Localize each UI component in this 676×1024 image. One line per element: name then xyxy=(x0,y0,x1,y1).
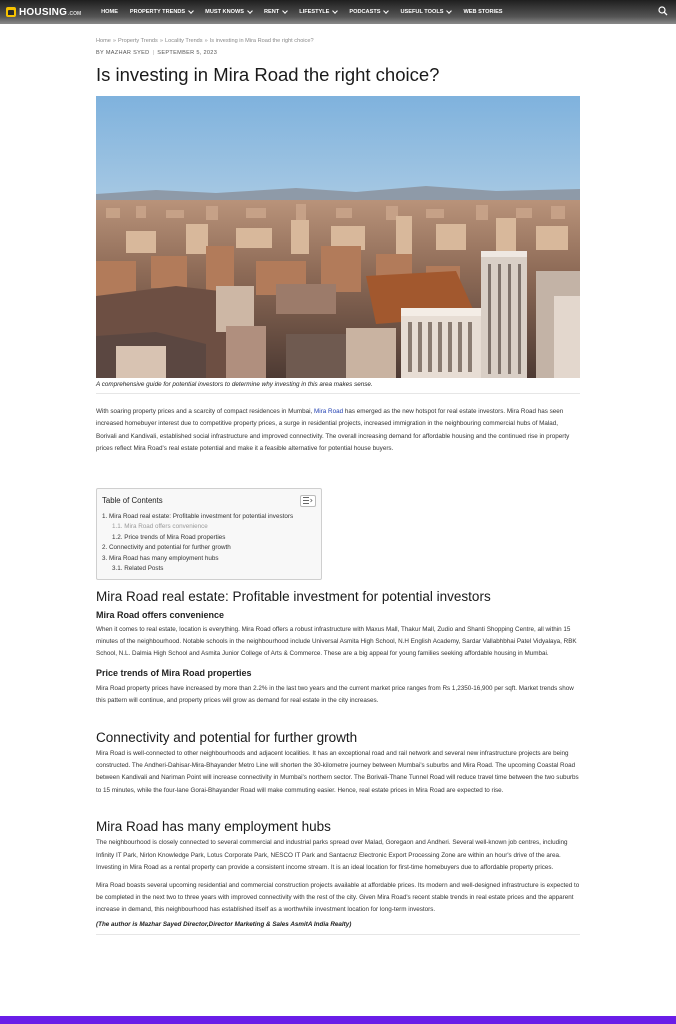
publish-date: SEPTEMBER 5, 2023 xyxy=(157,50,218,56)
employment-paragraph: The neighbourhood is closely connected to several commercial and industrial parks spread over Malad, Goregaon and Andheri. Several well-known job centres, including Infinity IT Park, Nirlon Knowledge Park, Lotus Corporate Park, NESCO IT Park and Santacruz Electronic Export Processing Zone are within an hour's drive of the area. Investing in Mira Road as a rental property can provide a consistent income stream. It is an ideal location for first-time homebuyers due to affordable property prices. xyxy=(96,839,568,872)
nav-label: MUST KNOWS xyxy=(205,9,244,15)
nav-item-home[interactable] xyxy=(101,9,118,15)
toc-item-1-2[interactable]: 1.2. Price trends of Mira Road properties xyxy=(112,533,226,541)
nav-item-property-trends[interactable] xyxy=(130,9,193,15)
intro-text-start: With soaring property prices and a scarcity of compact residences in Mumbai, xyxy=(96,408,315,415)
caption-divider xyxy=(96,393,580,394)
breadcrumb-home[interactable]: Home xyxy=(96,38,111,44)
footer-accent-bar xyxy=(0,1016,676,1024)
nav-item-lifestyle[interactable] xyxy=(299,9,337,15)
article-container xyxy=(96,38,580,935)
nav-label: USEFUL TOOLS xyxy=(400,9,444,15)
section-heading-investment: Mira Road real estate: Profitable investment for potential investors xyxy=(96,588,491,604)
nav-label: HOME xyxy=(101,9,118,15)
breadcrumb-separator: » xyxy=(159,38,163,44)
byline-divider: | xyxy=(152,50,155,56)
image-caption: A comprehensive guide for potential investors to determine why investing in this area makes sense. xyxy=(96,381,373,388)
breadcrumb xyxy=(96,38,580,44)
site-logo[interactable] xyxy=(6,7,81,18)
breadcrumb-current: Is investing in Mira Road the right choice? xyxy=(209,38,314,44)
table-of-contents xyxy=(96,488,322,580)
toc-item-2[interactable]: 2. Connectivity and potential for further growth xyxy=(102,544,231,552)
section-heading-employment: Mira Road has many employment hubs xyxy=(96,819,331,835)
chevron-down-icon xyxy=(282,8,288,14)
chevron-down-icon xyxy=(188,8,194,14)
intro-paragraph xyxy=(96,406,580,456)
chevron-down-icon xyxy=(384,8,390,14)
toc-item-3-1[interactable]: 3.1. Related Posts xyxy=(112,565,164,573)
nav-item-rent[interactable] xyxy=(264,9,287,15)
toc-title: Table of Contents xyxy=(102,496,163,506)
author-link[interactable]: BY MAZHAR SYED xyxy=(96,50,150,56)
search-icon[interactable] xyxy=(658,6,668,16)
top-nav-bar xyxy=(0,0,676,24)
section-heading-connectivity: Connectivity and potential for further growth xyxy=(96,729,358,745)
hero-image xyxy=(96,96,580,378)
nav-item-web-stories[interactable] xyxy=(463,9,502,15)
breadcrumb-locality-trends[interactable]: Locality Trends xyxy=(164,38,203,44)
connectivity-paragraph: Mira Road is well-connected to other neighbourhoods and adjacent localities. It has an exceptional road and rail network and several new infrastructure projects are being constructed. The Andheri-Dahisar-Mira-Bhayander Metro Line will shorten the 30-kilometre journey between Mumbai's suburbs and Mira Road. The upcoming Coastal Road between Kandivali and Nariman Point will increase connectivity in Mumbai's northern sector. The Borivali-Thane Tunnel Road will reduce travel time between the two suburbs to 15 minutes, while the four-lane Gorai-Bhayander Road will make commuting easier. Hence, real estate prices in Mira Road are expected to rise. xyxy=(96,749,579,794)
projects-paragraph: Mira Road boasts several upcoming residential and commercial construction projects available at affordable prices. Its modern and well-designed infrastructure is expected to be completed in the next two to three years with improved connectivity with the rest of the city. Given Mira Road's recent stable trends in real estate prices and the apparent increase in demand, this neighbourhood has established itself as a worthwhile investment location for long-term investors. xyxy=(96,881,580,914)
convenience-paragraph: When it comes to real estate, location is everything. Mira Road offers a robust infrastructure with Maxus Mall, Thakur Mall, Zudio and Shanti Shopping Centre, all within 15 minutes of the neighbourhood. Notable schools in the neighbourhood include Universal Asmita High School, N.H English Academy, Sardar Vallabhbhai Patel Vidyalaya, RBK School, N.L. Dalmia High School and Asmita Junior College of Arts & Commerce. These are a big appeal for young families seeking affordable housing in Mumbai. xyxy=(96,625,577,658)
nav-item-podcasts[interactable] xyxy=(349,9,388,15)
nav-label: WEB STORIES xyxy=(463,9,503,15)
chevron-down-icon xyxy=(333,8,339,14)
toc-item-1-1[interactable]: 1.1. Mira Road offers convenience xyxy=(112,523,208,531)
chevron-down-icon xyxy=(247,8,253,14)
nav-label: RENT xyxy=(264,9,280,15)
housing-logo-icon xyxy=(6,7,16,17)
list-icon xyxy=(303,497,313,504)
main-nav xyxy=(101,9,514,15)
toc-item-1[interactable]: 1. Mira Road real estate: Profitable investment for potential investors xyxy=(102,512,294,520)
nav-label: PROPERTY TRENDS xyxy=(129,9,186,15)
toc-toggle-button[interactable] xyxy=(300,495,316,507)
breadcrumb-separator: » xyxy=(112,38,117,44)
nav-label: LIFESTYLE xyxy=(299,9,330,15)
nav-item-useful-tools[interactable] xyxy=(400,9,451,15)
breadcrumb-property-trends[interactable]: Property Trends xyxy=(118,38,158,44)
city-skyline-photo xyxy=(96,96,580,378)
breadcrumb-separator: » xyxy=(204,38,208,44)
chevron-down-icon xyxy=(447,8,453,14)
subheading-convenience: Mira Road offers convenience xyxy=(96,609,225,620)
intro-text-end: has emerged as the new hotspot for real estate investors. Mira Road has seen increased homebuyer interest due to competitive property prices, a surge in residential projects, increased immigration in the neighbouring commercial hubs of Malad, Borivali and Kandivali, established social infrastructure and improved connectivity. The overall increasing demand for affordable housing and the continued rise in property prices reflect Mira Road's real estate potential and make it a feasible alternative for potential house buyers. xyxy=(96,408,570,453)
subheading-price-trends: Price trends of Mira Road properties xyxy=(96,667,252,678)
author-note: (The author is Mazhar Sayed Director,Director Marketing & Sales AsmitA India Realty) xyxy=(96,920,352,928)
logo-suffix: .COM xyxy=(68,10,82,17)
mira-road-link[interactable]: Mira Road xyxy=(314,408,344,415)
nav-item-must-knows[interactable] xyxy=(205,9,252,15)
nav-label: PODCASTS xyxy=(349,9,381,15)
price-trends-paragraph: Mira Road property prices have increased by more than 2.2% in the last two years and the current market price ranges from Rs 1,2350-16,900 per sqft. Market trends show this pattern will continue, and property prices will grow as demand for real estate in the city increases. xyxy=(96,684,574,705)
article-end-divider xyxy=(96,934,580,935)
page-title: Is investing in Mira Road the right choice? xyxy=(96,64,440,85)
byline xyxy=(96,50,580,56)
toc-item-3[interactable]: 3. Mira Road has many employment hubs xyxy=(102,554,219,562)
logo-text: HOUSING xyxy=(19,6,68,18)
